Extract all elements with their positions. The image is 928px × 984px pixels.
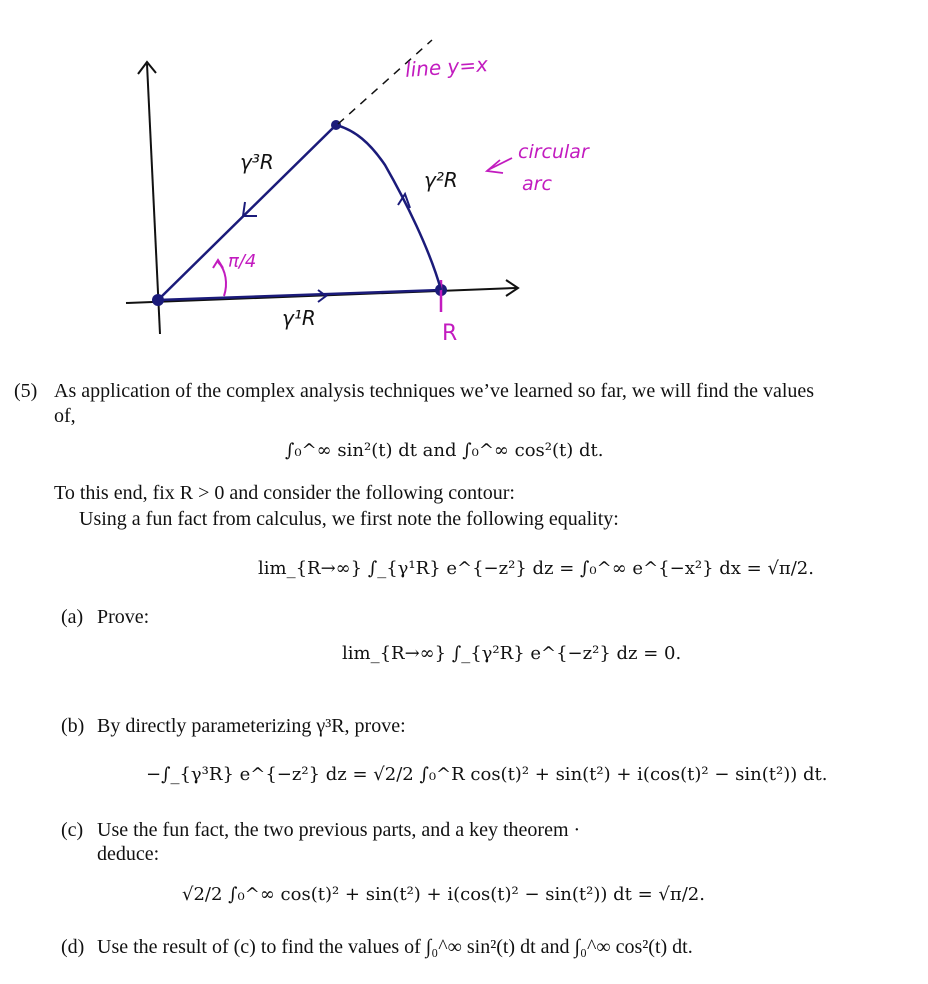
part-c-text-2: deduce:	[97, 843, 160, 865]
equation-part-b: −∫_{γ³R} e^{−z²} dz = √2/2 ∫₀^R cos(t)² + sin(t²) + i(cos(t)² − sin(t²)) dt.	[146, 764, 828, 785]
intro-line-1: As application of the complex analysis techniques we’ve learned so far, we will find the values	[54, 380, 815, 402]
part-b-text: By directly parameterizing γ³R, prove:	[97, 715, 406, 737]
label-circular: circular	[518, 141, 589, 163]
gamma1-segment	[158, 290, 441, 300]
gamma2-arc	[336, 125, 441, 290]
equation-part-a: lim_{R→∞} ∫_{γ²R} e^{−z²} dz = 0.	[342, 643, 682, 664]
part-c-label: (c)	[61, 819, 84, 841]
part-b-label: (b)	[61, 715, 85, 737]
label-angle-pi-over-4: π/4	[228, 251, 257, 272]
label-gamma1: γ¹R	[282, 306, 316, 330]
problem-number: (5)	[14, 380, 38, 402]
label-arc: arc	[522, 173, 552, 195]
part-d-text: Use the result of (c) to find the values of ∫₀^∞ sin²(t) dt and ∫₀^∞ cos²(t) dt.	[97, 936, 693, 958]
label-gamma2: γ²R	[424, 168, 458, 192]
intro-line-2: of,	[54, 405, 76, 427]
contour-figure	[0, 0, 928, 360]
y-axis	[147, 64, 160, 334]
angle-arc-arrow	[213, 260, 223, 268]
part-a-text: Prove:	[97, 606, 150, 628]
contour-line: To this end, fix R > 0 and consider the following contour:	[54, 482, 515, 504]
equation-intro-integrals: ∫₀^∞ sin²(t) dt and ∫₀^∞ cos²(t) dt.	[285, 440, 604, 461]
label-R: R	[442, 321, 458, 346]
equation-fun-fact: lim_{R→∞} ∫_{γ¹R} e^{−z²} dz = ∫₀^∞ e^{−x²} dx = √π/2.	[258, 558, 814, 579]
part-a-label: (a)	[61, 606, 84, 628]
label-line-y-equals-x: line y=x	[404, 52, 489, 82]
line-y-equals-x-dashed	[338, 40, 432, 124]
part-d-label: (d)	[61, 936, 85, 958]
equation-part-c: √2/2 ∫₀^∞ cos(t)² + sin(t²) + i(cos(t)² − sin(t²)) dt = √π/2.	[182, 884, 705, 905]
label-gamma3: γ³R	[240, 150, 274, 174]
part-c-text-1: Use the fun fact, the two previous parts, and a key theorem ·	[97, 819, 581, 841]
fun-fact-line: Using a fun fact from calculus, we first note the following equality:	[79, 508, 619, 530]
